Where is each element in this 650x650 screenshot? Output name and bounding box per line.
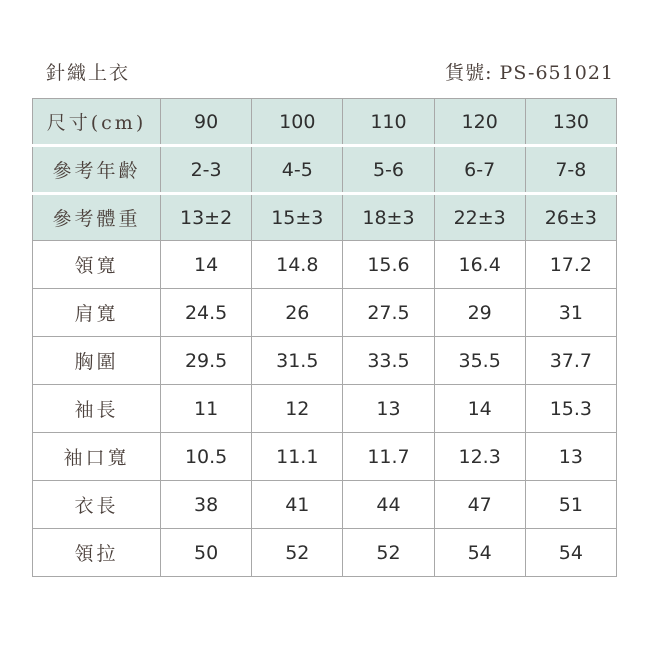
weight-cell: 22±3	[434, 194, 525, 241]
table-cell: 17.2	[525, 241, 616, 289]
size-cell: 120	[434, 99, 525, 146]
table-cell: 15.6	[343, 241, 434, 289]
weight-cell: 18±3	[343, 194, 434, 241]
table-cell: 11.7	[343, 433, 434, 481]
size-cell: 130	[525, 99, 616, 146]
table-cell: 11	[161, 385, 252, 433]
table-cell: 24.5	[161, 289, 252, 337]
table-cell: 54	[525, 529, 616, 577]
table-cell: 33.5	[343, 337, 434, 385]
product-title: 針織上衣	[46, 62, 131, 84]
table-cell: 14.8	[252, 241, 343, 289]
table-cell: 41	[252, 481, 343, 529]
table-cell: 50	[161, 529, 252, 577]
size-cell: 90	[161, 99, 252, 146]
table-cell: 11.1	[252, 433, 343, 481]
table-cell: 47	[434, 481, 525, 529]
age-cell: 7-8	[525, 146, 616, 194]
row-label: 參考年齡	[33, 146, 161, 194]
table-cell: 14	[434, 385, 525, 433]
row-label: 肩寬	[33, 289, 161, 337]
table-row	[33, 529, 617, 577]
table-cell: 37.7	[525, 337, 616, 385]
row-label: 尺寸(cm)	[33, 99, 161, 146]
table-cell: 13	[525, 433, 616, 481]
row-label: 袖長	[33, 385, 161, 433]
table-cell: 16.4	[434, 241, 525, 289]
row-label: 領拉	[33, 529, 161, 577]
age-cell: 5-6	[343, 146, 434, 194]
size-cell: 110	[343, 99, 434, 146]
table-cell: 29.5	[161, 337, 252, 385]
table-cell: 52	[252, 529, 343, 577]
row-label: 領寬	[33, 241, 161, 289]
table-cell: 44	[343, 481, 434, 529]
age-cell: 2-3	[161, 146, 252, 194]
table-cell: 51	[525, 481, 616, 529]
age-cell: 6-7	[434, 146, 525, 194]
table-cell: 38	[161, 481, 252, 529]
product-sku: 貨號: PS-651021	[445, 62, 614, 84]
table-cell: 12	[252, 385, 343, 433]
weight-cell: 15±3	[252, 194, 343, 241]
table-cell: 27.5	[343, 289, 434, 337]
table-cell: 13	[343, 385, 434, 433]
row-label: 袖口寬	[33, 433, 161, 481]
row-label: 參考體重	[33, 194, 161, 241]
table-cell: 31.5	[252, 337, 343, 385]
table-cell: 15.3	[525, 385, 616, 433]
age-cell: 4-5	[252, 146, 343, 194]
weight-cell: 26±3	[525, 194, 616, 241]
row-label: 胸圍	[33, 337, 161, 385]
table-row	[33, 337, 617, 385]
table-cell: 52	[343, 529, 434, 577]
table-cell: 14	[161, 241, 252, 289]
table-cell: 35.5	[434, 337, 525, 385]
row-label: 衣長	[33, 481, 161, 529]
table-cell: 31	[525, 289, 616, 337]
table-row	[33, 385, 617, 433]
table-cell: 54	[434, 529, 525, 577]
table-row	[33, 289, 617, 337]
table-cell: 29	[434, 289, 525, 337]
table-row	[33, 241, 617, 289]
table-row	[33, 481, 617, 529]
header-row-size	[33, 99, 617, 146]
table-cell: 12.3	[434, 433, 525, 481]
size-cell: 100	[252, 99, 343, 146]
weight-cell: 13±2	[161, 194, 252, 241]
table-row	[33, 433, 617, 481]
table-cell: 10.5	[161, 433, 252, 481]
header-row-weight	[33, 194, 617, 241]
header-row-age	[33, 146, 617, 194]
size-chart-table	[32, 98, 617, 577]
table-cell: 26	[252, 289, 343, 337]
